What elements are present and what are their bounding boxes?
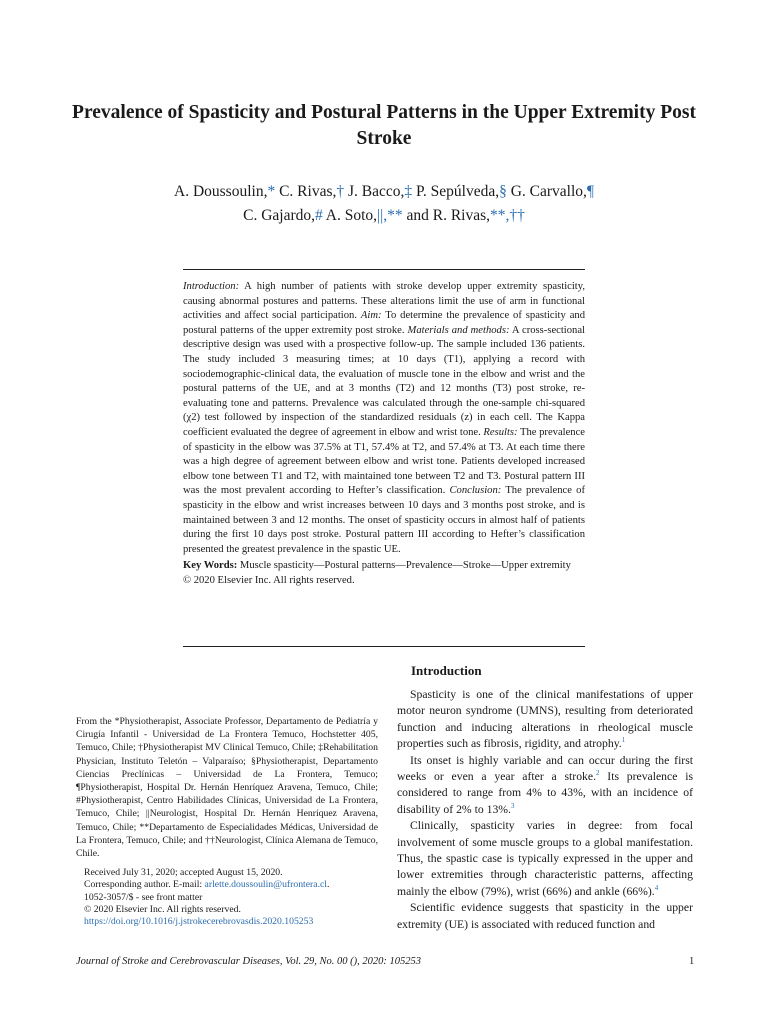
abstract-bottom-rule — [183, 646, 585, 647]
abstract-copyright: © 2020 Elsevier Inc. All rights reserved. — [183, 574, 355, 586]
article-title: Prevalence of Spasticity and Postural Patterns in the Upper Extremity Post Stroke — [72, 102, 696, 149]
intro-paragraph-4: Scientific evidence suggests that spasticity in the upper extremity (UE) is associated with reduced function and — [397, 901, 693, 931]
intro-paragraph-3 — [397, 818, 693, 900]
affiliation-mark-link[interactable]: ‡ — [404, 183, 413, 200]
doi-link[interactable]: https://doi.org/10.1016/j.jstrokecerebrovasdis.2020.105253 — [84, 916, 314, 928]
abstract-text — [183, 280, 585, 557]
abstract-aim-label: Aim: — [360, 310, 382, 322]
corresponding-author — [84, 879, 378, 891]
affiliation-mark-link[interactable]: # — [315, 207, 323, 224]
author-name: C. Rivas, — [275, 183, 337, 200]
affiliation-mark-link[interactable]: ||,** — [377, 207, 403, 224]
received-dates: Received July 31, 2020; accepted August 15, 2020. — [84, 867, 283, 878]
abstract-intro-text: A high number of patients with stroke develop upper extremity spasticity, causing abnormal postures and patterns. These alterations limit the use of arm in functional activities and affect social participation. — [183, 281, 585, 322]
author-name: J. Bacco, — [344, 183, 405, 200]
abstract — [183, 280, 585, 588]
affiliation-mark-link[interactable]: **,†† — [490, 207, 525, 224]
author-name: A. Doussoulin, — [174, 183, 268, 200]
keywords-label: Key Words: — [183, 560, 238, 572]
intro-p3-text: Clinically, spasticity varies in degree: from focal involvement of some muscle groups to a global manifestation. Thus, the spastic case is typically expressed in the upper and lower extremities through characteristic patterns, affecting mainly the elbow (79%), wrist (66%) and ankle (66%). — [397, 819, 693, 898]
metadata-copyright: © 2020 Elsevier Inc. All rights reserved. — [84, 903, 241, 915]
corresponding-label: Corresponding author. E-mail: — [84, 879, 205, 891]
reference-link[interactable]: 2 — [596, 769, 600, 778]
introduction-body — [397, 687, 693, 933]
page-number: 1 — [689, 956, 695, 967]
author-name: and R. Rivas, — [402, 207, 491, 224]
author-name: P. Sepúlveda, — [412, 183, 500, 200]
abstract-conclusion-label: Conclusion: — [449, 485, 502, 497]
abstract-methods-label: Materials and methods: — [407, 324, 510, 336]
author-name: G. Carvallo, — [506, 183, 587, 200]
affiliation-mark-link[interactable]: * — [267, 183, 276, 200]
reference-link[interactable]: 1 — [621, 736, 626, 745]
abstract-aim-text: To determine the prevalence of spasticity and postural patterns of the upper extremity post stroke. — [183, 310, 586, 336]
abstract-intro-label: Introduction: — [183, 281, 240, 292]
abstract-conclusion-text: The prevalence of spasticity in the elbow and wrist increases between 10 days and 3 months post stroke, and is maintained between 3 and 12 months. The onset of spasticity occurs in almost half of patients during the first 10 days post stroke. Postural pattern III according to Hefter’s classification presented the greatest prevalence in the spastic UE. — [183, 485, 585, 555]
email-link[interactable]: arlette.doussoulin@ufrontera.cl — [204, 879, 327, 891]
author-name: A. Soto, — [322, 207, 378, 224]
keywords — [183, 559, 585, 574]
author-name: C. Gajardo, — [243, 207, 315, 224]
intro-p2-text: Its onset is highly variable and can occur during the first weeks or even a year after a stroke. — [397, 753, 693, 784]
abstract-results-label: Results: — [483, 426, 518, 438]
introduction-heading: Introduction — [411, 663, 482, 678]
affiliation-mark-link[interactable]: † — [336, 183, 345, 200]
intro-p1-text: Spasticity is one of the clinical manifestations of upper motor neuron syndrome (UMNS), resulting from deteriorated function and inducing alterations in rheological muscle properties such as fibrosis, rigidity, and atrophy. — [397, 688, 693, 751]
affiliation-mark-link[interactable]: § — [499, 183, 507, 200]
keywords-text: Muscle spasticity—Postural patterns—Prevalence—Stroke—Upper extremity — [237, 560, 571, 572]
article-metadata — [84, 867, 378, 928]
affiliations-text: From the *Physiotherapist, Associate Professor, Departamento de Pediatría y Cirugía Infantil - Universidad de La Frontera Temuco, Hochstetter 405, Temuco, Chile; †Physiotherapist MV Clinical Temuco, Chile; ‡Rehabilitation Physician, Instituto Teletón – Valparaíso; §Physiotherapist, Departamento Ciencias Preclínicas – Universidad de La Frontera, Temuco; ¶Physiotherapist, Hospital Dr. Hernán Henríquez Aravena, Temuco, Chile; #Physiotherapist, Centro Habilidades Clínicas, Universidad de La Frontera, Temuco, Chile; ||Neurologist, Hospital Dr. Hernán Henríquez Aravena, Temuco, Chile; **Departamento de Especialidades Médicas, Universidad de La Frontera, Temuco, Chile; and ††Neurologist, Clínica Alemana de Temuco, Chile. — [76, 716, 378, 860]
reference-link[interactable]: 4 — [654, 883, 659, 892]
abstract-methods-text: A cross-sectional descriptive design was used with a prospective follow-up. The sample included 136 patients. The study included 3 measuring times; at 10 days (T1), applying a record with sociodemographic-clinical data, the evaluation of muscle tone in the elbow and wrist and the postural patterns of the UE, and at 3 months (T2) and 12 months (T3) post stroke, re-evaluating tone and patterns. Prevalence was calculated through the one-sample chi-squared (χ2) test followed by inspection of the standardized residuals (z) in each cell. The Kappa coefficient evaluated the degree of agreement in elbow and wrist tone. — [183, 324, 585, 438]
affiliation-mark-link[interactable]: ¶ — [586, 183, 594, 200]
abstract-top-rule — [183, 269, 585, 270]
author-line-2 — [80, 204, 688, 228]
intro-paragraph-1 — [397, 687, 693, 753]
author-line-1 — [80, 180, 688, 204]
journal-citation-footer: Journal of Stroke and Cerebrovascular Diseases, Vol. 29, No. 00 (), 2020: 105253 — [76, 956, 422, 967]
abstract-results-text: The prevalence of spasticity in the elbow was 37.5% at T1, 57.4% at T2, and 57.4% at T3. At each time there was a high degree of agreement between elbow and wrist tone. Patients developed increased elbow tone between T1 and T2, with maintained tone between T2 and T3. Postural pattern III was the most prevalent according to Hefter’s classification. — [183, 426, 586, 497]
intro-paragraph-2 — [397, 753, 693, 819]
corresponding-end: . — [327, 879, 330, 891]
affiliations-footnote — [76, 715, 378, 860]
intro-p2-text-2: Its prevalence is considered to range from 4% to 43%, with an incidence of disability of 2% to 13%. — [397, 770, 693, 816]
reference-link[interactable]: 3 — [510, 801, 515, 810]
author-list — [80, 180, 688, 228]
issn-line: 1052-3057/$ - see front matter — [84, 891, 203, 903]
